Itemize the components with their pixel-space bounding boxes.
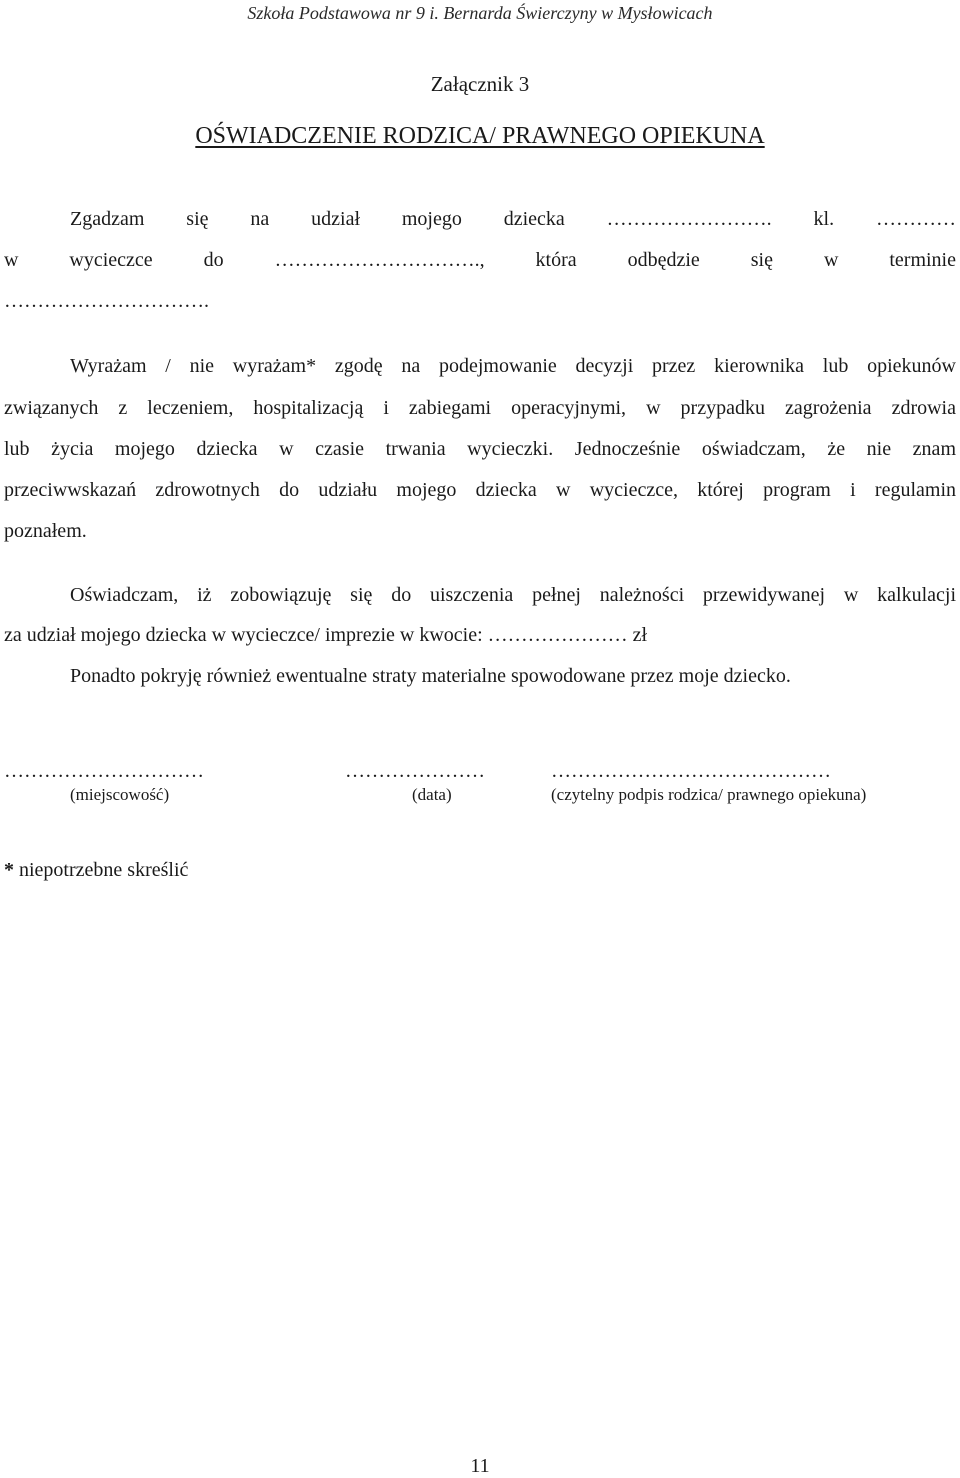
damages-line: Ponadto pokryję również ewentualne straty materialne spowodowane przez moje dziecko. (70, 665, 791, 687)
footnote-text: niepotrzebne skreślić (14, 859, 189, 881)
consent-line-2: w wycieczce do …………………………., która odbędzie się w terminie (4, 249, 956, 271)
date-signature-line: ………………… (345, 760, 485, 782)
payment-line-2: za udział mojego dziecka w wycieczce/ imprezie w kwocie: ………………… zł (4, 624, 648, 646)
place-signature-line: ………………………… (4, 760, 204, 782)
page-header-school-name: Szkoła Podstawowa nr 9 i. Bernarda Świerczyny w Mysłowicach (247, 3, 713, 23)
payment-line-1: Oświadczam, iż zobowiązuję się do uiszczenia pełnej należności przewidywanej w kalkulacji (70, 584, 956, 606)
medical-line-1: Wyrażam / nie wyrażam* zgodę na podejmowanie decyzji przez kierownika lub opiekunów (70, 355, 956, 377)
medical-line-2: związanych z leczeniem, hospitalizacją i zabiegami operacyjnymi, w przypadku zagrożenia zdrowia (4, 397, 956, 419)
footnote-asterisk: * (4, 859, 14, 881)
parent-signature-label: (czytelny podpis rodzica/ prawnego opiekuna) (551, 785, 867, 804)
consent-line-3: …………………………. (4, 290, 209, 312)
medical-line-5: poznałem. (4, 520, 87, 542)
document-title: OŚWIADCZENIE RODZICA/ PRAWNEGO OPIEKUNA (195, 123, 765, 149)
footnote (4, 859, 188, 882)
medical-line-3: lub życia mojego dziecka w czasie trwania wycieczki. Jednocześnie oświadczam, że nie znam (4, 438, 956, 460)
page-number: 11 (470, 1455, 490, 1477)
place-label: (miejscowość) (70, 785, 170, 804)
attachment-label: Załącznik 3 (430, 72, 530, 96)
consent-line-1: Zgadzam się na udział mojego dziecka ……………………. kl. ………… (70, 208, 956, 230)
parent-signature-line: …………………………………… (551, 760, 831, 782)
medical-line-4: przeciwwskazań zdrowotnych do udziału mojego dziecka w wycieczce, której program i regulamin (4, 479, 956, 501)
date-label: (data) (412, 785, 452, 804)
